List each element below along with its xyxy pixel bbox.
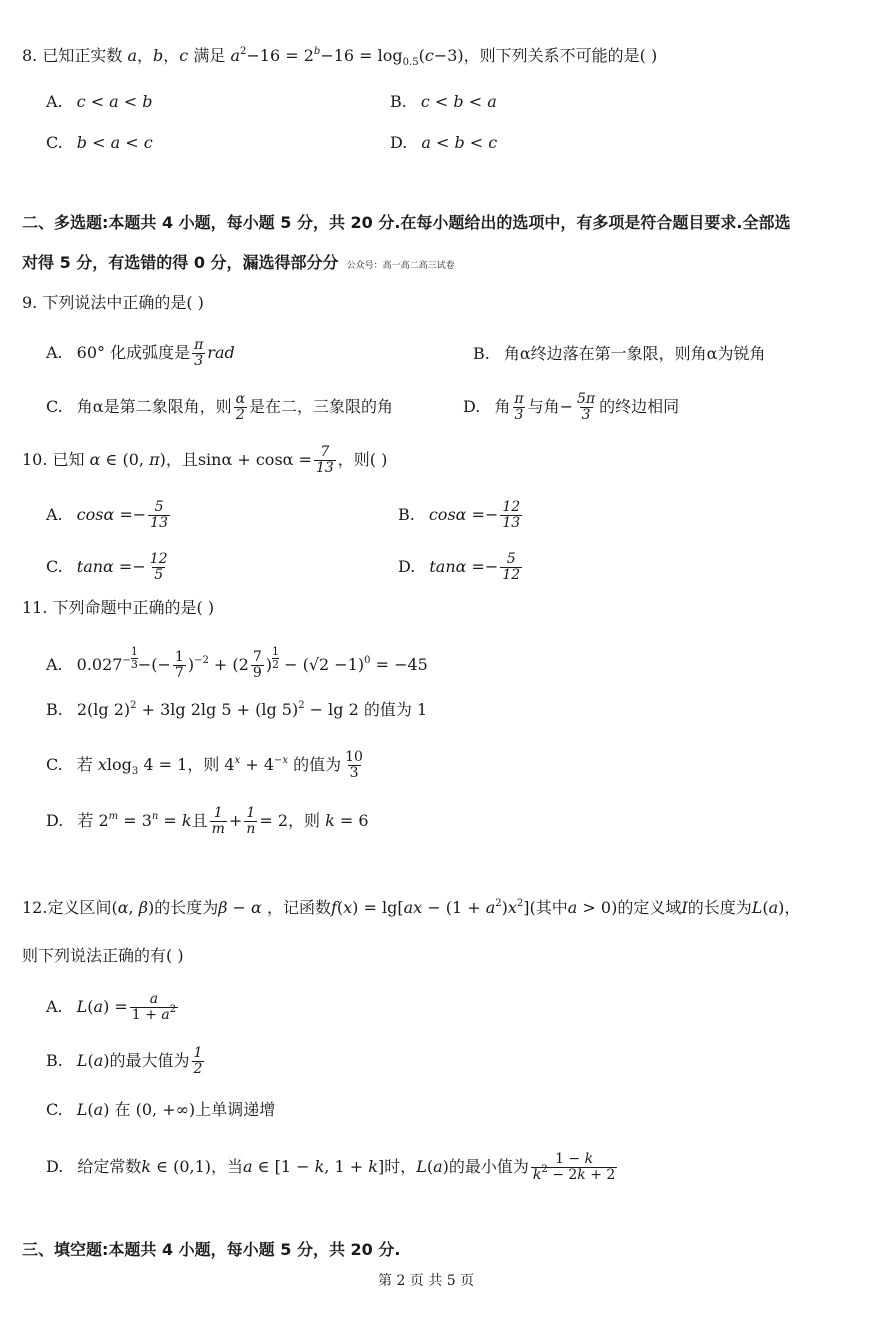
q9-option-d: D. 角 $\frac{\pi}{3}$ 与角− $\frac{5\pi}{3}$ 的终边相同 bbox=[463, 391, 680, 423]
q9-option-b: B. 角α终边落在第一象限，则角α为锐角 bbox=[473, 344, 766, 363]
q12-option-d: D. 给定常数k ∈ (0,1)，当a ∈ [1 − k, 1 + k]时，L(a)的最小值为 $\frac{1 - k}{k^2 - 2k + 2}$ bbox=[46, 1151, 616, 1183]
q10-option-b: B. cosα =− $\frac{12}{13}$ bbox=[398, 499, 521, 531]
q12-option-b: B. L(a)的最大值为 $\frac{1}{2}$ bbox=[46, 1045, 203, 1077]
q8-option-d: D. a < b < c bbox=[390, 133, 498, 152]
q11-option-b: B. 2(lg 2)$^2$ + 3lg 2lg 5 + (lg 5)$^2$ − lg 2 的值为 1 bbox=[46, 700, 428, 719]
section2-heading-line2: 对得 5 分，有选错的得 0 分，漏选得部分分 公众号：高一高二高三试卷 bbox=[22, 253, 455, 272]
q8-stem: 8. 已知正实数 a，b，c 满足 $a^2-16 = 2^b-16 = \log_{0.5}(c-3)$，则下列关系不可能的是( ) bbox=[22, 46, 658, 68]
q11-option-d: D. 若 $2^m = 3^n = k$且 $\frac{1}{m}$ + $\frac{1}{n}$ = 2，则 k = 6 bbox=[46, 805, 369, 837]
q8-option-a: A. c < a < b bbox=[46, 92, 153, 111]
q9-option-c: C. 角α是第二象限角，则 $\frac{\alpha}{2}$ 是在二，三象限的角 bbox=[46, 391, 394, 423]
q9-stem: 9. 下列说法中正确的是( ) bbox=[22, 293, 204, 312]
q8-option-b: B. c < b < a bbox=[390, 92, 497, 111]
q12-stem: 12.定义区间(α, β)的长度为β − α ，记函数$f(x) = \lg[ax - (1 + a^2)x^2]$(其中a > 0)的定义域I的长度为L(a)， bbox=[22, 898, 801, 917]
q11-stem: 11. 下列命题中正确的是( ) bbox=[22, 598, 215, 617]
q8-option-c: C. b < a < c bbox=[46, 133, 153, 152]
watermark-note: 公众号：高一高二高三试卷 bbox=[346, 261, 455, 271]
q10-option-d: D. tanα =− $\frac{5}{12}$ bbox=[398, 551, 521, 583]
q11-option-c: C. 若 xlog$_3$ 4 = 1，则 $4^x + 4^{-x}$ 的值为 $\frac{10}{3}$ bbox=[46, 749, 363, 781]
section3-heading: 三、填空题:本题共 4 小题，每小题 5 分，共 20 分. bbox=[22, 1240, 401, 1259]
q10-stem: 10. 已知 α ∈ (0, π)，且sinα + cosα = $\frac{7}{13}$ ，则( ) bbox=[22, 444, 388, 476]
q10-option-c: C. tanα =− $\frac{12}{5}$ bbox=[46, 551, 168, 583]
q12-option-a: A. L(a) = $\frac{a}{1 + a^2}$ bbox=[46, 991, 177, 1023]
q10-option-a: A. cosα =− $\frac{5}{13}$ bbox=[46, 499, 168, 531]
q9-option-a: A. 60° 化成弧度是 $\frac{\pi}{3}$ rad bbox=[46, 337, 235, 369]
q12-stem-line2: 则下列说法正确的有( ) bbox=[22, 946, 184, 965]
q12-option-c: C. L(a) 在 (0, +∞)上单调递增 bbox=[46, 1100, 276, 1119]
q11-option-a: A. $0.027^{- \frac{1}{3}}$ −(− $\frac{1}{7}$ )$^{-2}$ + (2 $\frac{7}{9}$ ) $^{\frac{1}{2}}$ − $(√2 -1)^0 = -45$ bbox=[46, 645, 428, 681]
section2-heading-line1: 二、多选题:本题共 4 小题，每小题 5 分，共 20 分.在每小题给出的选项中，有多项是符合题目要求.全部选 bbox=[22, 213, 791, 232]
page-footer: 第 2 页 共 5 页 bbox=[378, 1273, 475, 1289]
